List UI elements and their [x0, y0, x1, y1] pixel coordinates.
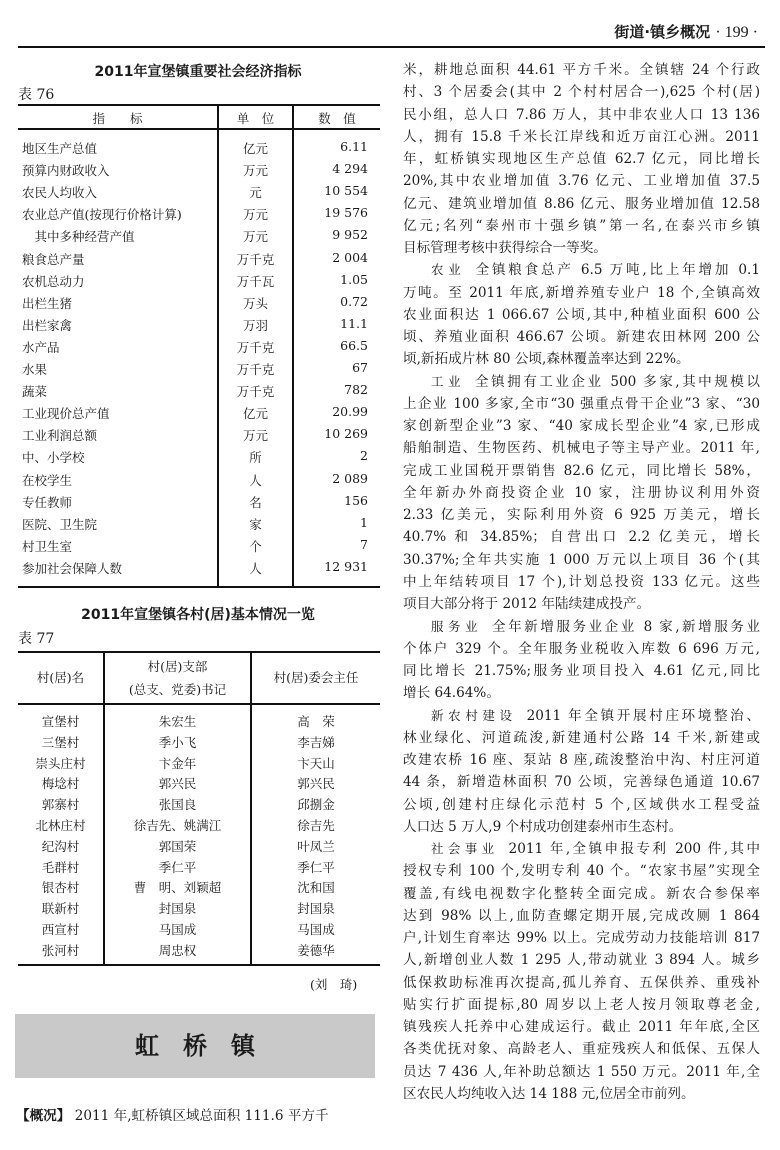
text-line-content: 全镇拥有工业企业 500 多家,其中规模以	[474, 373, 760, 390]
party-secretary: 张国良	[158, 797, 197, 813]
section-banner	[15, 1014, 375, 1078]
text-line	[403, 705, 760, 727]
text-line-content: 人，拥有 15.8 千米长江岸线和近万亩江心洲。2011	[403, 128, 760, 145]
text-line	[403, 949, 760, 971]
village-name: 西宣村	[41, 922, 80, 937]
author: (刘 琦)	[310, 977, 358, 992]
committee-director: 卞天山	[297, 755, 335, 771]
committee-director: 李吉娣	[297, 734, 335, 750]
party-secretary: 卞金年	[158, 755, 197, 771]
party-secretary: 徐吉先、姚满江	[133, 818, 222, 833]
text-line-content: 中上年结转项目 17 个),计划总投资 133 亿元。这些	[403, 573, 760, 590]
village-name: 北林庄村	[35, 818, 86, 833]
text-line	[403, 415, 760, 437]
village-name: 崇头庄村	[35, 755, 86, 771]
text-line-content: 完成工业国税开票销售 82.6 亿元，同比增长 58%，	[403, 462, 760, 479]
section-name: 街道·镇乡概况	[614, 23, 711, 41]
text-line	[403, 749, 760, 771]
text-line-content: 全年新办外商投资企业 10 家，注册协议利用外资	[403, 484, 760, 501]
text-line	[403, 593, 760, 615]
committee-director: 徐吉先	[297, 818, 335, 833]
indicator-name: 出栏家禽	[22, 317, 73, 333]
party-secretary: 郭国荣	[158, 838, 197, 854]
indicator-name: 农民人均收入	[22, 185, 98, 201]
indicator-value: 20.99	[332, 404, 368, 420]
text-line-content: 授权专利 100 个,发明专利 40 个。“农家书屋”实现全	[403, 863, 760, 880]
text-line-content: 2011 年,全镇申报专利 200 件,其中	[508, 841, 760, 858]
indicator-unit: 万千克	[236, 251, 275, 267]
party-secretary: 封国泉	[158, 901, 197, 917]
paragraph-heading: 新农村建设	[431, 707, 517, 723]
village-name: 银杏村	[41, 880, 80, 896]
text-line-content: 20%,其中农业增加值 3.76 亿元、工业增加值 37.5	[403, 173, 760, 190]
section-title: 虹桥镇	[135, 1032, 279, 1060]
text-line-content: 镇残疾人托养中心建成运行。截止 2011 年年底,全区	[403, 1019, 760, 1036]
text-line	[403, 348, 760, 370]
indicator-value: 10 554	[324, 183, 368, 199]
indicator-name: 水产品	[22, 339, 60, 355]
text-line	[403, 1061, 760, 1083]
indicator-unit: 元	[249, 185, 262, 201]
indicator-value: 11.1	[340, 315, 368, 331]
text-line	[403, 638, 760, 660]
party-secretary: 朱宏生	[158, 714, 197, 729]
text-line-content: 低保救助标准再次提高,孤儿养育、五保供养、重残补	[403, 974, 760, 991]
text-line	[403, 660, 760, 682]
text-line-content: 年，虹桥镇实现地区生产总值 62.7 亿元，同比增长	[403, 151, 760, 168]
indicator-value: 10 269	[324, 426, 368, 442]
indicator-name: 粮食总产量	[22, 251, 85, 267]
text-line	[403, 816, 760, 838]
text-line	[403, 526, 760, 548]
indicator-name: 医院、卫生院	[22, 516, 98, 532]
text-line	[403, 170, 760, 192]
committee-director: 封国泉	[297, 901, 335, 917]
text-line	[403, 1038, 760, 1060]
text-line	[403, 794, 760, 816]
text-line-content: 村、3 个居委会(其中 2 个村村居合一),625 个村(居)	[403, 84, 760, 101]
text-line-content: 目标管理考核中获得综合一等奖。	[403, 240, 607, 257]
indicator-value: 2	[360, 448, 368, 464]
indicator-value: 2 089	[332, 470, 368, 486]
text-line-content: 民小组，总人口 7.86 万人，其中非农业人口 13 136	[403, 106, 760, 123]
indicator-unit: 家	[249, 516, 262, 532]
party-secretary: 季小飞	[158, 734, 197, 750]
table77-title: 2011年宣堡镇各村(居)基本情况一览	[81, 607, 315, 623]
text-line-content: 各类优抚对象、高龄老人、重症残疾人和低保、五保人	[403, 1041, 760, 1058]
text-line-content: 2011 年全镇开展村庄环境整治、	[526, 707, 760, 724]
text-line	[403, 59, 760, 81]
text-line-content: 顷、养殖业面积 466.67 公顷。新建农田林网 200 公	[403, 329, 760, 346]
indicator-value: 9 952	[332, 227, 368, 243]
text-line-content: 万吨。至 2011 年底,新增养殖专业户 18 个,全镇高效	[403, 284, 760, 301]
col-header-secretary: 村(居)支部	[147, 659, 208, 674]
table76-title: 2011年宣堡镇重要社会经济指标	[94, 64, 302, 80]
village-name: 张河村	[41, 942, 80, 958]
committee-director: 沈和国	[297, 880, 335, 896]
text-line-content: 公顷,创建村庄绿化示范村 5 个,区域供水工程受益	[403, 796, 760, 813]
text-line	[403, 860, 760, 882]
indicator-unit: 万羽	[242, 317, 268, 333]
indicator-unit: 亿元	[242, 406, 268, 422]
paragraph-heading: 服务业	[431, 618, 482, 634]
text-line	[403, 972, 760, 994]
indicator-unit: 万千克	[236, 384, 275, 400]
text-line-content: 米，耕地总面积 44.61 平方千米。全镇辖 24 个行政	[403, 62, 760, 78]
party-secretary: 季仁平	[158, 859, 197, 875]
village-name: 三堡村	[41, 734, 80, 750]
text-line-content: 员达 7 436 人,年补助总额达 1 550 万元。2011 年,全	[403, 1063, 760, 1080]
text-line	[403, 727, 760, 749]
text-line-content: 全年新增服务业企业 8 家,新增服务业	[492, 618, 760, 635]
text-line	[403, 771, 760, 793]
indicator-name: 农业总产值(按现行价格计算)	[22, 207, 182, 223]
indicator-value: 156	[344, 492, 368, 508]
indicator-name: 预算内财政收入	[22, 163, 110, 179]
text-line	[403, 282, 760, 304]
text-line	[403, 838, 760, 860]
village-name: 毛群村	[41, 859, 80, 875]
text-line	[403, 927, 760, 949]
party-secretary: 周忠权	[158, 942, 197, 958]
text-line-content: 人口达 5 万人,9 个村成功创建泰州市生态村。	[403, 818, 683, 835]
indicator-unit: 万千克	[236, 362, 275, 377]
text-line	[403, 883, 760, 905]
col-header-value: 数 值	[318, 111, 356, 126]
indicator-value: 1	[360, 514, 368, 530]
village-name: 纪沟村	[41, 838, 80, 854]
indicator-unit: 个	[249, 538, 262, 554]
text-line-content: 家创新型企业”3 家、“40 家成长型企业”4 家,已形成	[403, 418, 760, 435]
indicator-name: 水果	[22, 362, 48, 377]
text-line	[403, 549, 760, 571]
party-secretary: 曹 明、刘颖超	[133, 880, 222, 896]
indicator-name: 中、小学校	[22, 450, 85, 466]
indicator-value: 7	[360, 536, 368, 552]
text-line	[403, 215, 760, 237]
indicator-unit: 万千瓦	[236, 273, 275, 289]
overview-text: 2011 年,虹桥镇区域总面积 111.6 平方千	[74, 1108, 329, 1124]
text-line	[403, 482, 760, 504]
table76-number: 表 76	[18, 87, 55, 103]
indicator-value: 782	[344, 382, 368, 398]
text-line-content: 顷,新拓成片林 80 公顷,森林覆盖率达到 22%。	[403, 351, 690, 368]
text-line-content: 亿元、建筑业增加值 8.86 亿元、服务业增加值 12.58	[403, 195, 760, 212]
indicator-unit: 万元	[242, 207, 268, 223]
running-header	[614, 21, 758, 42]
party-secretary: 郭兴民	[158, 776, 197, 792]
text-line	[403, 616, 760, 638]
indicator-name: 其中多种经营产值	[22, 229, 135, 245]
text-line	[403, 571, 760, 593]
indicator-unit: 万元	[242, 229, 268, 245]
text-line-content: 2.33 亿美元，实际利用外资 6 925 万美元，增长	[403, 507, 760, 524]
indicator-value: 0.72	[340, 293, 368, 309]
text-line-content: 覆盖,有线电视数字化整转全面完成。新农合参保率	[403, 885, 760, 902]
committee-director: 叶凤兰	[297, 838, 335, 854]
indicator-unit: 名	[249, 494, 262, 510]
committee-director: 高 荣	[297, 714, 335, 729]
text-line	[403, 393, 760, 415]
text-line	[403, 193, 760, 215]
text-line	[403, 237, 760, 259]
indicator-name: 工业现价总产值	[22, 406, 110, 422]
text-line-content: 40.7% 和 34.85%；自营出口 2.2 亿美元，增长	[403, 529, 760, 546]
text-line	[403, 1083, 760, 1105]
indicator-value: 6.11	[340, 139, 368, 154]
indicator-unit: 人	[249, 472, 262, 488]
text-line	[403, 460, 760, 482]
indicator-name: 工业利润总额	[22, 428, 98, 444]
indicator-unit: 万千克	[236, 339, 275, 355]
text-line-content: 达到 98% 以上,血防查螺定期开展,完成改厕 1 864	[403, 907, 760, 924]
paragraph-heading: 工业	[431, 373, 465, 389]
indicator-value: 12 931	[324, 558, 368, 574]
text-line-content: 个体户 329 个。全年服务业税收入库数 6 696 万元,	[403, 640, 760, 657]
committee-director: 季仁平	[297, 859, 335, 875]
text-line	[403, 104, 760, 126]
indicator-name: 农机总动力	[22, 273, 85, 289]
paragraph-heading: 农业	[431, 262, 466, 278]
text-line	[403, 126, 760, 148]
committee-director: 马国成	[297, 922, 335, 937]
text-line-content: 44 条，新增造林面积 70 公顷，完善绿色通道 10.67	[403, 774, 760, 791]
indicator-name: 蔬菜	[22, 384, 48, 400]
page-number: · 199 ·	[715, 24, 758, 41]
text-line	[403, 81, 760, 103]
indicator-value: 66.5	[340, 337, 368, 353]
indicator-name: 在校学生	[22, 472, 73, 488]
col-header-village: 村(居)名	[36, 670, 85, 685]
paragraph-heading: 社会事业	[431, 841, 499, 857]
indicator-unit: 万头	[242, 295, 268, 311]
text-line-content: 农业面积达 1 066.67 公顷,其中,种植业面积 600 公	[403, 306, 760, 323]
col-header-indicator: 指 标	[92, 111, 143, 126]
indicator-name: 地区生产总值	[22, 141, 98, 156]
indicator-name: 出栏生猪	[22, 295, 73, 311]
text-line	[403, 682, 760, 704]
text-line	[403, 437, 760, 459]
text-line-content: 增长 64.64%。	[403, 685, 500, 702]
indicator-unit: 所	[249, 450, 262, 466]
text-line-content: 林业绿化、河道疏浚,新建通村公路 14 千米,新建或	[403, 729, 760, 746]
text-line	[403, 304, 760, 326]
indicator-name: 村卫生室	[22, 538, 73, 554]
text-line-content: 改建农桥 16 座、泵站 8 座,疏浚整治中沟、村庄河道	[403, 752, 760, 769]
committee-director: 姜德华	[297, 942, 335, 958]
indicator-value: 1.05	[340, 271, 368, 287]
text-line-content: 同比增长 21.75%;服务业项目投入 4.61 亿元,同比	[403, 663, 760, 680]
text-line-content: 户,计划生育率达 99% 以上。完成劳动力技能培训 817	[403, 930, 760, 947]
overview-line	[16, 1105, 378, 1127]
text-line	[403, 326, 760, 348]
indicator-name: 专任教师	[22, 494, 73, 510]
text-line	[403, 371, 760, 393]
indicator-value: 19 576	[324, 205, 368, 221]
indicator-name: 参加社会保障人数	[22, 560, 123, 576]
text-line-content: 船舶制造、生物医药、机械电子等主导产业。2011 年,	[403, 440, 760, 457]
text-line-content: 区农民人均纯收入达 14 188 元,位居全市前列。	[403, 1085, 695, 1102]
text-line-content: 贴实行扩面提标,80 周岁以上老人按月领取尊老金,	[403, 996, 760, 1013]
col-header-secretary-sub: (总支、党委)书记	[128, 682, 227, 697]
committee-director: 郭兴民	[297, 776, 335, 792]
overview-label: 【概况】	[16, 1108, 71, 1124]
text-line-content: 人,新增创业人数 1 295 人,带动就业 3 894 人。城乡	[403, 952, 760, 969]
indicator-value: 2 004	[332, 249, 368, 265]
village-name: 宣堡村	[41, 714, 80, 729]
col-header-unit: 单 位	[236, 111, 275, 126]
party-secretary: 马国成	[158, 922, 197, 937]
indicator-value: 67	[352, 360, 368, 375]
text-line	[403, 994, 760, 1016]
indicator-unit: 亿元	[242, 141, 268, 156]
text-line-content: 30.37%;全年共实施 1 000 万元以上项目 36 个(其	[403, 551, 760, 568]
village-name: 联新村	[41, 901, 80, 917]
text-line	[403, 259, 760, 281]
text-line-content: 项目大部分将于 2012 年陆续建成投产。	[403, 596, 651, 613]
village-name: 梅埝村	[41, 776, 80, 792]
text-line	[403, 1016, 760, 1038]
committee-director: 邱捌金	[297, 797, 335, 813]
indicator-unit: 万元	[242, 163, 268, 179]
text-line	[403, 905, 760, 927]
text-line-content: 上企业 100 多家,全市“30 强重点骨干企业”3 家、“30	[403, 395, 760, 412]
indicator-unit: 人	[249, 560, 262, 576]
table77-number: 表 77	[18, 631, 55, 647]
text-line	[403, 148, 760, 170]
header-rule	[18, 46, 765, 48]
indicator-value: 4 294	[332, 161, 368, 177]
col-header-director: 村(居)委会主任	[273, 670, 359, 685]
village-name: 郭寨村	[41, 797, 80, 813]
text-line-content: 亿元;名列“泰州市十强乡镇”第一名,在泰兴市乡镇	[403, 217, 760, 234]
text-line-content: 全镇粮食总产 6.5 万吨,比上年增加 0.1	[475, 262, 760, 279]
indicator-unit: 万元	[242, 428, 268, 444]
text-line	[403, 504, 760, 526]
